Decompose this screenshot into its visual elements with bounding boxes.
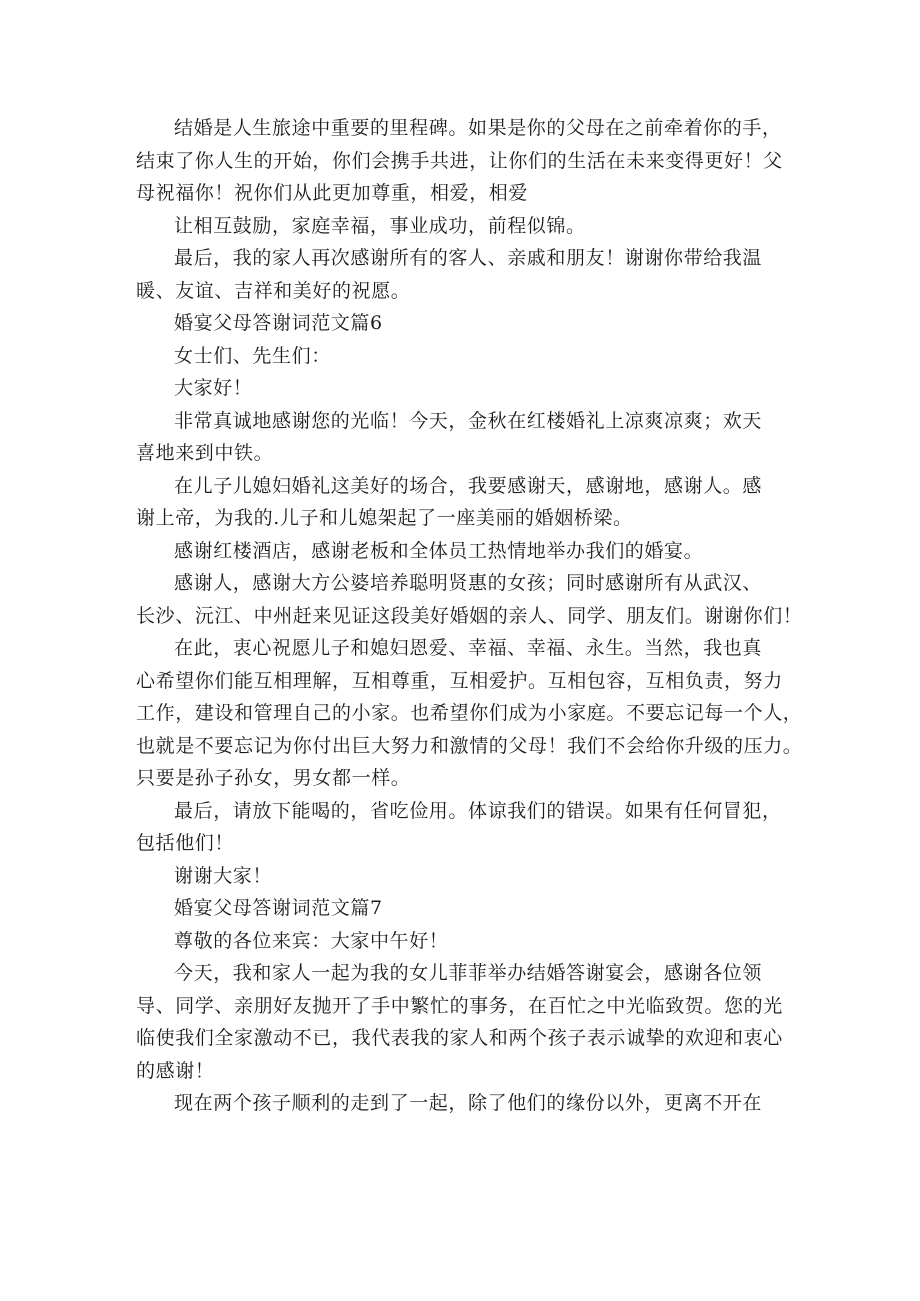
text-line: 谢上帝，为我的.儿子和儿媳架起了一座美丽的婚姻桥梁。	[136, 507, 633, 529]
section-heading	[136, 892, 796, 925]
text-line: 尊敬的各位来宾：大家中午好！	[174, 929, 449, 952]
document-body	[136, 112, 803, 1120]
text-line: 的感谢！	[136, 1059, 215, 1082]
text-line: 喜地来到中铁。	[136, 442, 274, 464]
paragraph	[136, 340, 796, 373]
text-line: 结束了你人生的开始，你们会携手共进，让你们的生活在未来变得更好！父	[136, 149, 783, 172]
text-line: 女士们、先生们：	[174, 344, 331, 367]
text-line: 大家好！	[174, 377, 253, 399]
paragraph	[136, 112, 796, 210]
text-line: 最后，请放下能喝的，省吃俭用。体谅我们的错误。如果有任何冒犯，	[174, 799, 782, 822]
paragraph	[136, 535, 796, 568]
text-line: 今天，我和家人一起为我的女儿菲菲举办结婚答谢宴会，感谢各位领	[174, 962, 763, 984]
text-line: 婚宴父母答谢词范文篇6	[174, 312, 383, 334]
paragraph	[136, 470, 796, 535]
text-line: 在儿子儿媳妇婚礼这美好的场合，我要感谢天，感谢地，感谢人。感	[174, 474, 763, 497]
text-line: 只要是孙子孙女，男女都一样。	[136, 767, 411, 789]
text-line: 婚宴父母答谢词范文篇7	[174, 897, 383, 919]
section-heading	[136, 307, 796, 340]
paragraph	[136, 242, 796, 307]
text-line: 长沙、沅江、中州赶来见证这段美好婚姻的亲人、同学、朋友们。谢谢你们！	[136, 604, 803, 627]
text-line: 在此，衷心祝愿儿子和媳妇恩爱、幸福、幸福、永生。当然，我也真	[174, 637, 763, 659]
text-line: 母祝福你！祝你们从此更加尊重，相爱，相爱	[136, 182, 529, 204]
paragraph	[136, 210, 796, 243]
text-line: 导、同学、亲朋好友抛开了手中繁忙的事务，在百忙之中光临致贺。您的光	[136, 994, 783, 1017]
paragraph	[136, 372, 796, 405]
paragraph	[136, 567, 803, 632]
text-line: 心希望你们能互相理解，互相尊重，互相爱护。互相包容，互相负责，努力	[136, 669, 783, 692]
text-line: 也就是不要忘记为你付出巨大努力和激情的父母！我们不会给你升级的压力。	[136, 734, 803, 757]
paragraph	[136, 957, 796, 1087]
text-line: 暖、友谊、吉祥和美好的祝愿。	[136, 279, 411, 302]
text-line: 非常真诚地感谢您的光临！今天，金秋在红楼婚礼上凉爽凉爽；欢天	[174, 409, 763, 432]
text-line: 临使我们全家激动不已，我代表我的家人和两个孩子表示诚挚的欢迎和衷心	[136, 1027, 783, 1049]
paragraph	[136, 860, 796, 893]
paragraph	[136, 1087, 796, 1120]
text-line: 让相互鼓励，家庭幸福，事业成功，前程似锦。	[174, 214, 586, 237]
text-line: 包括他们！	[136, 832, 235, 854]
text-line: 现在两个孩子顺利的走到了一起，除了他们的缘份以外，更离不开在	[174, 1092, 763, 1114]
text-line: 最后，我的家人再次感谢所有的客人、亲戚和朋友！谢谢你带给我温	[174, 247, 763, 269]
paragraph	[136, 405, 796, 470]
text-line: 结婚是人生旅途中重要的里程碑。如果是你的父母在之前牵着你的手，	[174, 117, 782, 139]
text-line: 谢谢大家！	[174, 864, 273, 887]
paragraph	[136, 795, 796, 860]
text-line: 感谢红楼酒店，感谢老板和全体员工热情地举办我们的婚宴。	[174, 539, 704, 562]
paragraph	[136, 925, 796, 958]
paragraph	[136, 632, 803, 795]
text-line: 感谢人，感谢大方公婆培养聪明贤惠的女孩；同时感谢所有从武汉、	[174, 572, 763, 594]
text-line: 工作，建设和管理自己的小家。也希望你们成为小家庭。不要忘记每一个人，	[136, 702, 803, 724]
